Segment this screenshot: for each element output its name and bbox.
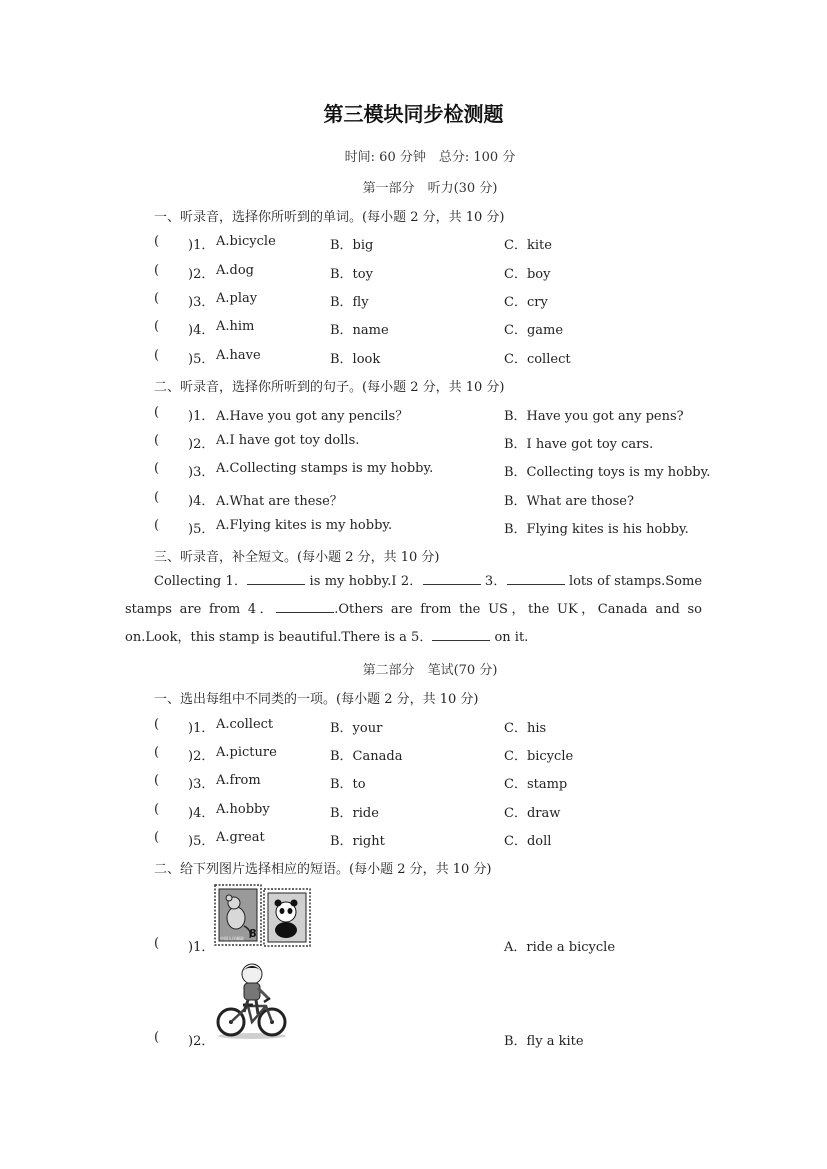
option-a: A.have (216, 348, 261, 363)
option-b: B．name (330, 323, 389, 338)
answer-paren: ( (154, 348, 160, 363)
answer-paren: ( (154, 745, 160, 760)
answer-paren: ( (154, 433, 160, 448)
option-a: A.Flying kites is my hobby. (216, 518, 393, 533)
p1-sec2-item-5 (0, 518, 827, 538)
item-number: )1． (188, 721, 215, 736)
cloze-passage (125, 568, 702, 652)
option-b: B．to (330, 777, 366, 792)
item-number: )4． (188, 806, 215, 821)
option-a: A.hobby (216, 802, 270, 817)
p2-sec2-heading (154, 858, 492, 877)
boy-bicycle-icon (214, 962, 288, 1040)
p1-sec2-item-3 (0, 461, 827, 481)
page-title: 第三模块同步检测题 (323, 102, 504, 126)
p2-sec1-heading-text: 一、选出每组中不同类的一项。 (154, 692, 337, 707)
p1-sec1-score: (每小题 2 分，共 10 分) (362, 210, 505, 225)
cloze-text-6: on it. (490, 630, 529, 645)
p2-sec2-item-2 (0, 1030, 827, 1050)
answer-paren: ( (154, 802, 160, 817)
item-number: )3． (188, 295, 215, 310)
blank-4[interactable] (276, 600, 334, 613)
answer-paren: ( (154, 936, 160, 951)
item-number: )5． (188, 834, 215, 849)
p1-sec2-heading-text: 二、听录音，选择你所听到的句子。 (154, 380, 363, 395)
option-b: B．ride (330, 806, 379, 821)
option-b: B．Canada (330, 749, 403, 764)
option-a: A.What are these？ (216, 494, 343, 509)
cloze-text-3: 3． (480, 574, 507, 589)
option-a: A.collect (216, 717, 274, 732)
option-a: A.picture (216, 745, 277, 760)
option-a: A.dog (216, 263, 254, 278)
option-a: A.great (216, 830, 265, 845)
answer-paren: ( (154, 717, 160, 732)
phrase-option: B．fly a kite (504, 1034, 584, 1049)
p1-sec1-item-4 (0, 319, 827, 339)
option-c: C．game (504, 323, 564, 338)
p1-sec2-item-4 (0, 490, 827, 510)
p2-sec1-item-5 (0, 830, 827, 850)
p1-sec2-item-2 (0, 433, 827, 453)
option-b: B．Flying kites is his hobby. (504, 522, 689, 537)
p2-sec2-heading-text: 二、给下列图片选择相应的短语。 (154, 862, 350, 877)
option-a: A.from (216, 773, 261, 788)
part2-title: 第二部分 笔试(70 分) (362, 663, 498, 678)
option-a: A.Have you got any pencils？ (216, 409, 409, 424)
answer-paren: ( (154, 234, 160, 249)
p2-sec1-item-3 (0, 773, 827, 793)
svg-text:8: 8 (249, 927, 257, 940)
answer-paren: ( (154, 1030, 160, 1045)
item-number: )2． (188, 437, 215, 452)
option-b: B．I have got toy cars. (504, 437, 654, 452)
option-c: C．his (504, 721, 547, 736)
answer-paren: ( (154, 490, 160, 505)
option-b: B．Collecting toys is my hobby. (504, 465, 711, 480)
option-c: C．bicycle (504, 749, 574, 764)
option-b: B．your (330, 721, 383, 736)
p1-sec2-score: (每小题 2 分，共 10 分) (362, 380, 505, 395)
blank-2[interactable] (423, 572, 481, 585)
cloze-text-5: .Others are from the US，the UK，Canada and so on.Look，this stamp is beautiful.There is a 5． (125, 602, 702, 645)
item-number: )4． (188, 323, 215, 338)
option-b: B．look (330, 352, 381, 367)
p1-sec3-heading-text: 三、听录音，补全短文。 (154, 550, 298, 565)
p1-sec1-item-2 (0, 263, 827, 283)
option-c: C．collect (504, 352, 571, 367)
option-b: B．right (330, 834, 385, 849)
option-b: B．What are those? (504, 494, 634, 509)
option-c: C．draw (504, 806, 561, 821)
cloze-text-1: Collecting 1． (154, 574, 248, 589)
p1-sec3-score: (每小题 2 分，共 10 分) (297, 550, 440, 565)
cloze-text-4: lots of stamps.Some stamps are from 4． (125, 574, 703, 617)
option-b: B．big (330, 238, 374, 253)
p2-sec1-heading (154, 688, 479, 707)
option-a: A.Collecting stamps is my hobby. (216, 461, 434, 476)
p1-sec3-heading (154, 546, 440, 565)
item-number: )1． (188, 238, 215, 253)
item-number: )3． (188, 777, 215, 792)
item-number: )4． (188, 494, 215, 509)
blank-3[interactable] (507, 572, 565, 585)
option-a: A.I have got toy dolls. (216, 433, 360, 448)
option-c: C．doll (504, 834, 552, 849)
exam-meta: 时间: 60 分钟 总分: 100 分 (344, 150, 516, 165)
answer-paren: ( (154, 461, 160, 476)
option-c: C．stamp (504, 777, 568, 792)
p1-sec1-heading (154, 206, 505, 225)
option-b: B．fly (330, 295, 369, 310)
option-a: A.play (216, 291, 258, 306)
answer-paren: ( (154, 773, 160, 788)
item-number: )1． (188, 409, 215, 424)
option-b: B．toy (330, 267, 373, 282)
item-number: )5． (188, 352, 215, 367)
p2-sec1-item-4 (0, 802, 827, 822)
stamp-caption: 中国人民邮政 (220, 936, 244, 941)
p1-sec2-item-1 (0, 405, 827, 425)
part1-title: 第一部分 听力(30 分) (362, 181, 498, 196)
item-number: )2． (188, 749, 215, 764)
item-number: )2． (188, 267, 215, 282)
p1-sec2-heading (154, 376, 505, 395)
answer-paren: ( (154, 319, 160, 334)
p2-sec1-item-1 (0, 717, 827, 737)
item-number: )1． (188, 940, 215, 955)
option-c: C．cry (504, 295, 548, 310)
p1-sec1-item-3 (0, 291, 827, 311)
item-number: )2． (188, 1034, 215, 1049)
p1-sec1-item-5 (0, 348, 827, 368)
option-a: A.him (216, 319, 255, 334)
blank-5[interactable] (432, 628, 490, 641)
option-b: B．Have you got any pens? (504, 409, 684, 424)
p2-sec2-score: (每小题 2 分，共 10 分) (349, 862, 492, 877)
answer-paren: ( (154, 405, 160, 420)
item-number: )3． (188, 465, 215, 480)
answer-paren: ( (154, 518, 160, 533)
p2-sec1-score: (每小题 2 分，共 10 分) (336, 692, 479, 707)
answer-paren: ( (154, 263, 160, 278)
p2-sec1-item-2 (0, 745, 827, 765)
p2-sec2-item-1 (0, 936, 827, 956)
item-number: )5． (188, 522, 215, 537)
phrase-option: A．ride a bicycle (504, 940, 616, 955)
p1-sec1-item-1 (0, 234, 827, 254)
answer-paren: ( (154, 830, 160, 845)
p1-sec1-heading-text: 一、听录音，选择你所听到的单词。 (154, 210, 363, 225)
cloze-text-2: is my hobby.I 2． (305, 574, 423, 589)
answer-paren: ( (154, 291, 160, 306)
blank-1[interactable] (247, 572, 305, 585)
option-c: C．kite (504, 238, 552, 253)
option-a: A.bicycle (216, 234, 276, 249)
option-c: C．boy (504, 267, 551, 282)
